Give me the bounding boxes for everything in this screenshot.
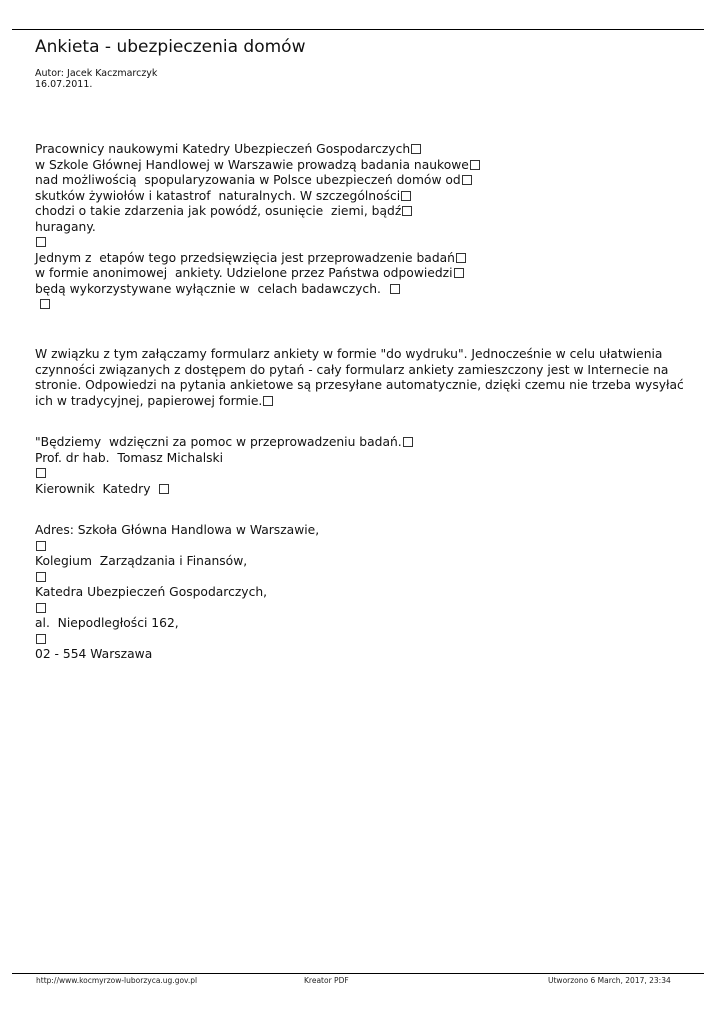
text-line: "Będziemy wdzięczni za pomoc w przeprowadzeniu badań. — [35, 435, 413, 451]
missing-glyph-box — [401, 191, 411, 201]
page-title: Ankieta - ubezpieczenia domów — [35, 37, 306, 57]
text-line — [35, 601, 319, 617]
text-line: w formie anonimowej ankiety. Udzielone przez Państwa odpowiedzi — [35, 266, 480, 282]
text-line: w Szkole Głównej Handlowej w Warszawie prowadzą badania naukowe — [35, 158, 480, 174]
text-line — [35, 570, 319, 586]
text-line: Pracownicy naukowymi Katedry Ubezpieczeń Gospodarczych — [35, 142, 480, 158]
address-block — [35, 523, 319, 663]
address-line: Katedra Ubezpieczeń Gospodarczych, — [35, 585, 268, 599]
missing-glyph-box — [36, 541, 46, 551]
text-line: chodzi o takie zdarzenia jak powódź, osunięcie ziemi, bądź — [35, 204, 480, 220]
missing-glyph-box — [36, 603, 46, 613]
address-line: Kolegium Zarządzania i Finansów, — [35, 554, 248, 568]
text-line — [35, 466, 413, 482]
missing-glyph-box — [40, 299, 50, 309]
address-line: al. Niepodległości 162, — [35, 616, 179, 630]
signatory-name: Prof. dr hab. Tomasz Michalski — [35, 450, 224, 465]
text-line: Jednym z etapów tego przedsięwzięcia jest przeprowadzenie badań — [35, 251, 480, 267]
text-line: będą wykorzystywane wyłącznie w celach badawczych. — [35, 282, 480, 298]
missing-glyph-box — [403, 437, 413, 447]
intro-paragraph — [35, 142, 480, 313]
text-line: nad możliwością spopularyzowania w Polsce ubezpieczeń domów od — [35, 173, 480, 189]
text-line: skutków żywiołów i katastrof naturalnych. W szczególności — [35, 189, 480, 205]
address-line: 02 - 554 Warszawa — [35, 647, 153, 661]
text-line: huragany. — [35, 219, 96, 234]
missing-glyph-box — [36, 468, 46, 478]
closing-signature — [35, 435, 413, 497]
missing-glyph-box — [36, 634, 46, 644]
signatory-role: Kierownik Katedry — [35, 482, 413, 498]
missing-glyph-box — [36, 237, 46, 247]
missing-glyph-box — [36, 572, 46, 582]
text-line — [35, 297, 480, 313]
author-line: Autor: Jacek Kaczmarczyk — [35, 68, 158, 79]
footer-created: Utworzono 6 March, 2017, 23:34 — [548, 976, 671, 985]
missing-glyph-box — [456, 253, 466, 263]
text-line: stronie. Odpowiedzi na pytania ankietowe są przesyłane automatycznie, dzięki czemu nie trzeba wysyłać — [35, 378, 684, 392]
missing-glyph-box — [470, 160, 480, 170]
document-meta — [35, 68, 157, 90]
text-line: W związku z tym załączamy formularz ankiety w formie "do wydruku". Jednocześnie w celu ułatwienia — [35, 347, 663, 361]
footer-rule — [12, 973, 704, 974]
text-line — [35, 235, 480, 251]
missing-glyph-box — [411, 144, 421, 154]
header-rule — [12, 29, 704, 30]
missing-glyph-box — [159, 484, 169, 494]
text-line — [35, 632, 319, 648]
missing-glyph-box — [454, 268, 464, 278]
footer-url[interactable]: http://www.kocmyrzow-luborzyca.ug.gov.pl — [36, 976, 198, 985]
footer-generator: Kreator PDF — [304, 976, 349, 985]
text-line: czynności związanych z dostępem do pytań - cały formularz ankiety zamieszczony jest w Internecie na — [35, 362, 669, 377]
missing-glyph-box — [462, 175, 472, 185]
address-line: Adres: Szkoła Główna Handlowa w Warszawie, — [35, 523, 320, 537]
missing-glyph-box — [390, 284, 400, 294]
missing-glyph-box — [402, 206, 412, 216]
form-note-paragraph — [35, 347, 684, 409]
missing-glyph-box — [263, 396, 273, 406]
text-line — [35, 539, 319, 555]
text-line: ich w tradycyjnej, papierowej formie. — [35, 394, 684, 410]
date-line: 16.07.2011. — [35, 79, 93, 90]
